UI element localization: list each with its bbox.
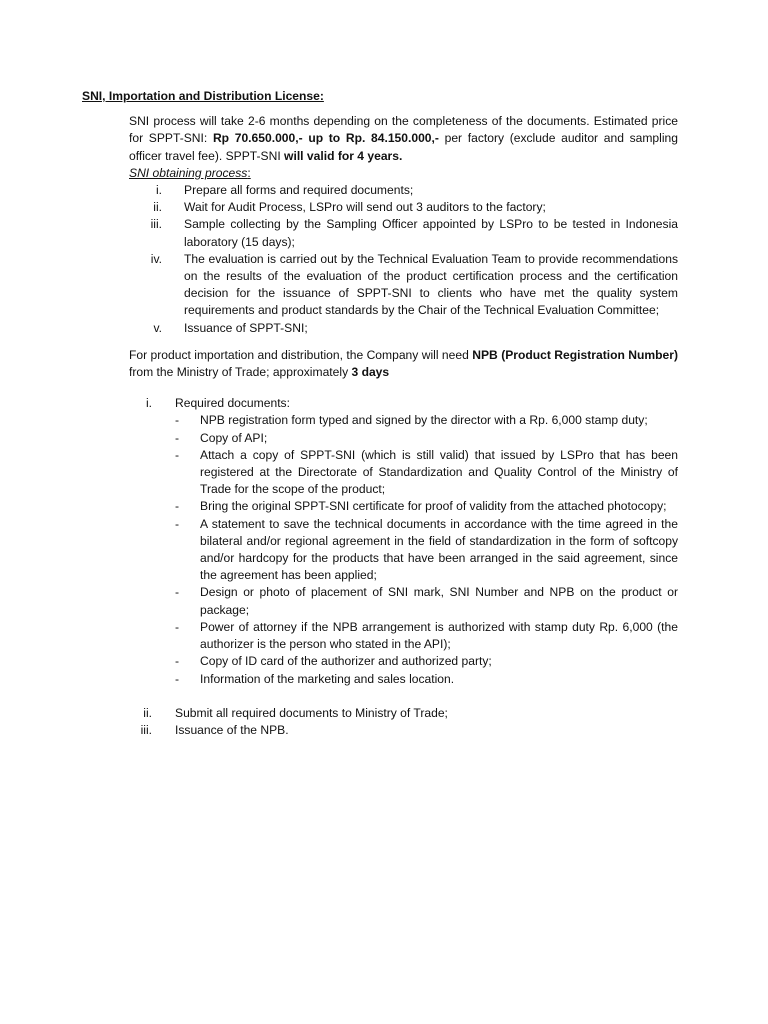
- list-item: [82, 395, 678, 687]
- list-item: [82, 722, 678, 739]
- list-text: Power of attorney if the NPB arrangement is authorized with stamp duty Rp. 6,000 (the authorizer is the person who stated in the API);: [200, 619, 678, 652]
- dash-bullet: -: [175, 654, 180, 669]
- intro-paragraph: [129, 113, 678, 165]
- list-text: Issuance of the NPB.: [175, 722, 289, 737]
- list-item: [129, 216, 678, 250]
- list-number: ii.: [153, 200, 162, 215]
- intro-price: Rp 70.650.000,- up to Rp. 84.150.000,-: [212, 131, 439, 146]
- obtaining-process-colon: :: [247, 165, 251, 180]
- list-item: [129, 182, 678, 199]
- required-documents-list: [175, 412, 678, 687]
- npb-steps-list: [82, 395, 678, 739]
- list-item: [82, 705, 678, 722]
- sni-steps-list: [129, 182, 678, 337]
- list-text: A statement to save the technical documents in accordance with the time agreed in the bilateral and/or regional agreement in the field of standardization in the form of softcopy and/or hardcopy for the products that have been arranged in the said agreement, since the agreement has been applied;: [200, 516, 678, 583]
- intro-text-2: per factory (exclude auditor and sampling officer travel fee). SPPT-SNI: [129, 131, 678, 163]
- list-item: [175, 516, 678, 585]
- list-item: [175, 412, 678, 429]
- list-item: [129, 199, 678, 216]
- list-text: Bring the original SPPT-SNI certificate for proof of validity from the attached photocopy;: [200, 499, 667, 514]
- list-text: Information of the marketing and sales location.: [200, 671, 455, 686]
- list-item: [175, 430, 678, 447]
- list-item: [175, 653, 678, 670]
- list-text: Attach a copy of SPPT-SNI (which is still valid) that issued by LSPro that has been registered at the Directorate of Standardization and Quality Control of the Ministry of Trade for the scope of the product;: [200, 447, 678, 497]
- list-text: Wait for Audit Process, LSPro will send out 3 auditors to the factory;: [184, 200, 546, 215]
- list-item: [129, 320, 678, 337]
- dash-bullet: -: [175, 619, 180, 634]
- sni-section: [129, 113, 678, 381]
- npb-intro-days: 3 days: [351, 365, 390, 380]
- list-item: [175, 619, 678, 653]
- dash-bullet: -: [175, 516, 180, 531]
- list-number: i.: [145, 396, 152, 411]
- list-text: Submit all required documents to Ministry of Trade;: [175, 705, 448, 720]
- list-text: Issuance of SPPT-SNI;: [184, 320, 308, 335]
- list-text: Required documents:: [175, 396, 290, 411]
- list-item: [175, 447, 678, 499]
- list-text: The evaluation is carried out by the Technical Evaluation Team to provide recommendations on the results of the evaluation of the product certification process and the certification decision for the issuance of SPPT-SNI to clients who have met the quality system requirements and product standards by the Chair of the Technical Evaluation Committee;: [184, 251, 678, 318]
- obtaining-process-title: [129, 165, 678, 182]
- intro-text-1: SNI process will take 2-6 months depending on the completeness of the documents. Estimated price for SPPT-SNI:: [129, 114, 678, 146]
- list-number: iii.: [150, 217, 162, 232]
- npb-intro-text-1: For product importation and distribution, the Company will need: [129, 347, 473, 362]
- dash-bullet: -: [175, 430, 180, 445]
- list-text: NPB registration form typed and signed by the director with a Rp. 6,000 stamp duty;: [200, 413, 648, 428]
- npb-intro-paragraph: [129, 347, 678, 381]
- list-text: Design or photo of placement of SNI mark, SNI Number and NPB on the product or package;: [200, 585, 678, 617]
- npb-intro-text-2: from the Ministry of Trade; approximately: [129, 365, 352, 380]
- spacer: [82, 381, 678, 395]
- document-body: [82, 88, 678, 739]
- list-item: [175, 498, 678, 515]
- intro-valid: will valid for 4 years.: [284, 148, 403, 163]
- list-text: Prepare all forms and required documents;: [184, 183, 414, 198]
- dash-bullet: -: [175, 413, 180, 428]
- list-number: v.: [153, 320, 162, 335]
- list-text: Sample collecting by the Sampling Officer appointed by LSPro to be tested in Indonesia laboratory (15 days);: [184, 217, 678, 249]
- list-item: [175, 671, 678, 688]
- list-item: [129, 251, 678, 320]
- dash-bullet: -: [175, 499, 180, 514]
- list-text: Copy of ID card of the authorizer and authorized party;: [200, 654, 492, 669]
- dash-bullet: -: [175, 447, 180, 462]
- dash-bullet: -: [175, 585, 180, 600]
- obtaining-process-label: SNI obtaining process: [129, 165, 248, 180]
- list-number: ii.: [143, 705, 152, 720]
- list-number: i.: [155, 183, 162, 198]
- list-text: Copy of API;: [200, 430, 268, 445]
- spacer: [129, 337, 678, 347]
- npb-intro-npb: NPB (Product Registration Number): [472, 347, 678, 362]
- list-number: iii.: [140, 722, 152, 737]
- list-item: [175, 584, 678, 618]
- list-number: iv.: [150, 251, 162, 266]
- section-heading: SNI, Importation and Distribution License:: [82, 89, 324, 103]
- dash-bullet: -: [175, 671, 180, 686]
